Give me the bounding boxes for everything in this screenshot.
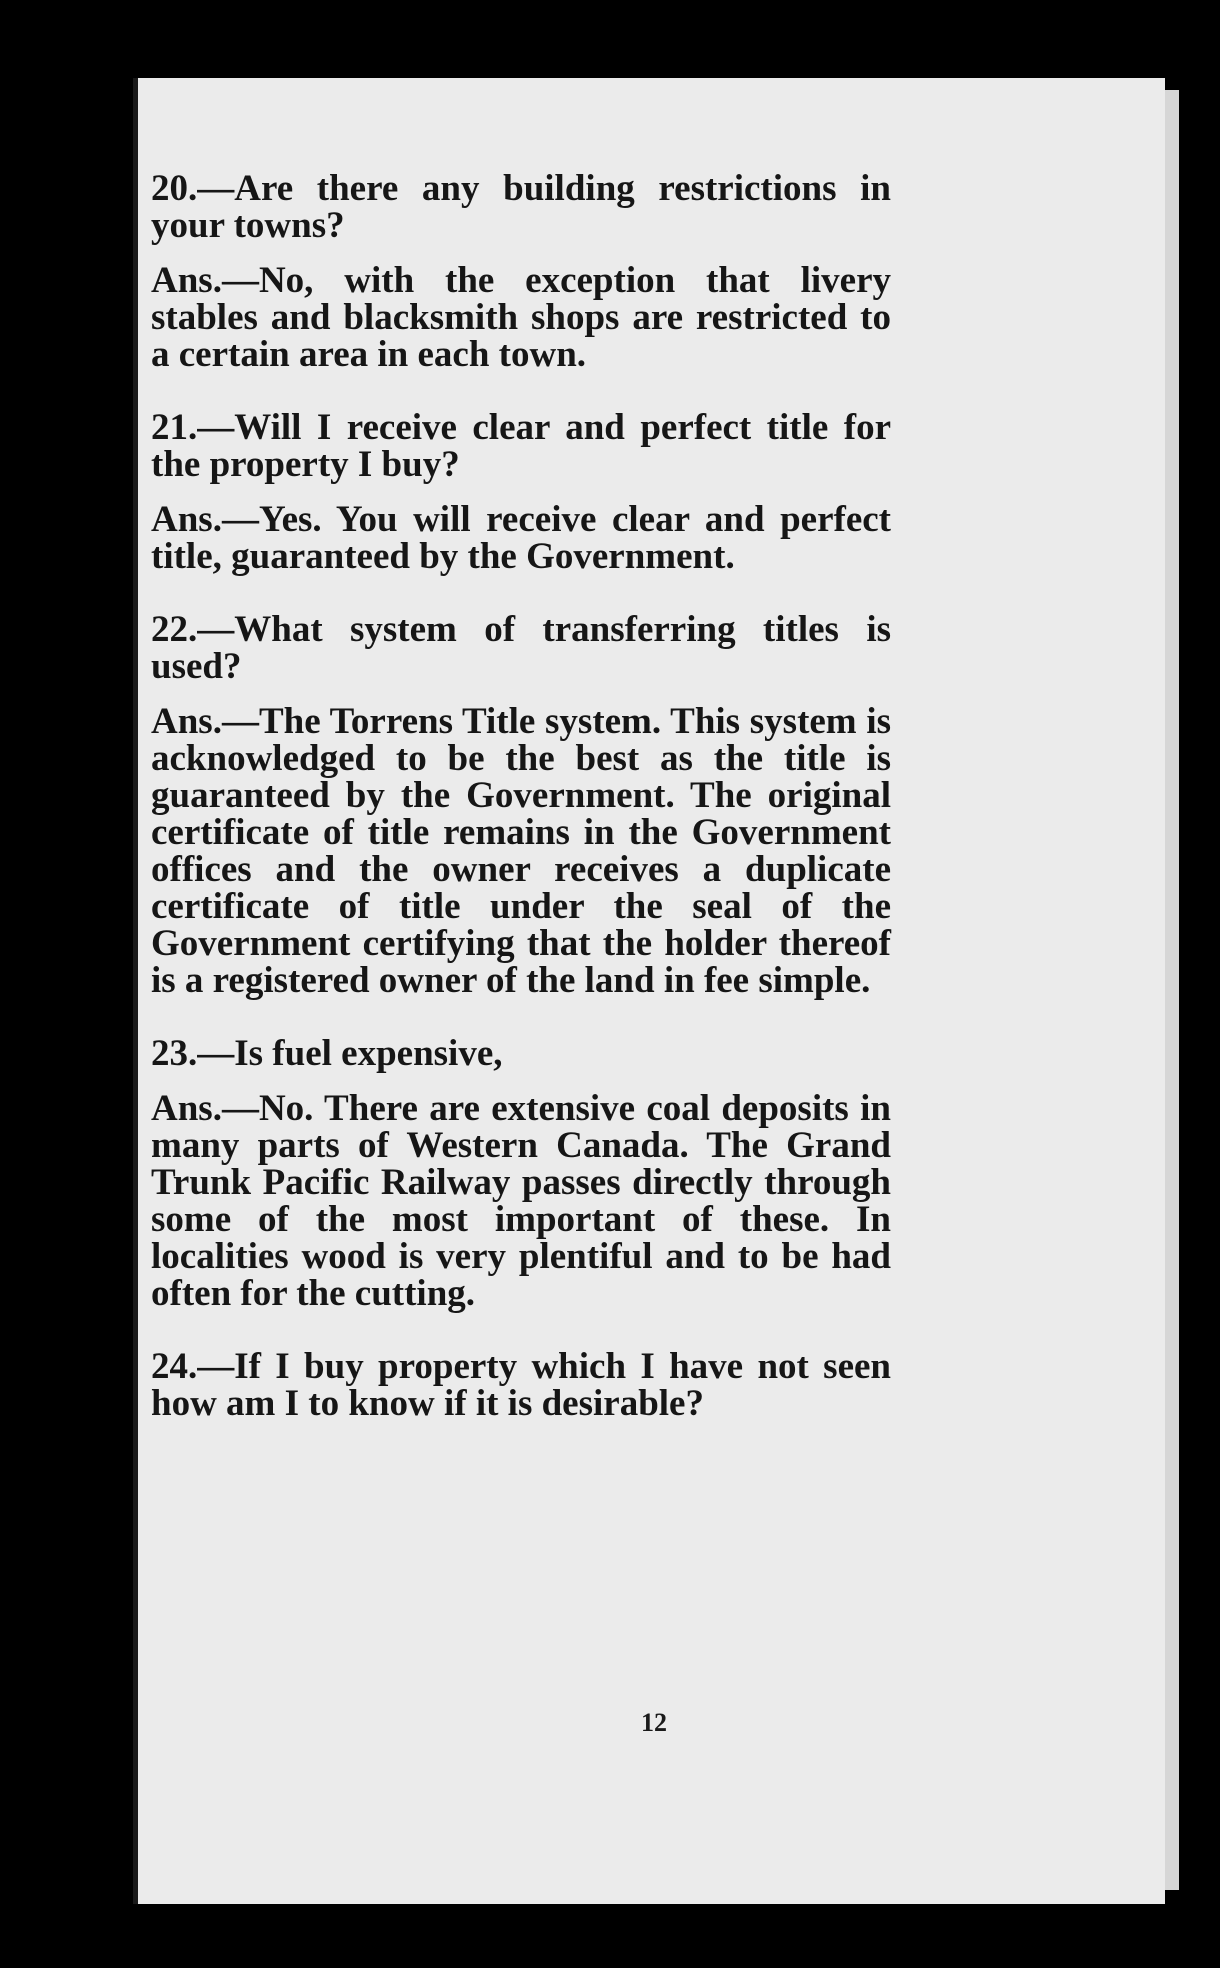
- question-number: 24.: [151, 1346, 198, 1387]
- qa-text-column: [151, 170, 891, 1440]
- answer-text: —Yes. You will receive clear and perfect title, guaranteed by the Government.: [151, 499, 891, 577]
- question-23: [151, 1035, 891, 1072]
- answer-label: Ans.: [151, 260, 222, 301]
- question-number: 23.: [151, 1033, 198, 1074]
- answer-label: Ans.: [151, 499, 222, 540]
- question-number: 22.: [151, 609, 198, 650]
- question-text: —What system of transferring titles is used?: [151, 609, 891, 687]
- answer-label: Ans.: [151, 1088, 222, 1129]
- answer-20: [151, 262, 891, 373]
- question-number: 20.: [151, 168, 198, 209]
- question-number: 21.: [151, 407, 198, 448]
- answer-text: —No, with the exception that livery stables and blacksmith shops are restricted to a certain area in each town.: [151, 260, 891, 375]
- answer-22: [151, 703, 891, 999]
- answer-label: Ans.: [151, 701, 222, 742]
- question-21: [151, 409, 891, 483]
- question-text: —Will I receive clear and perfect title for the property I buy?: [151, 407, 891, 485]
- question-20: [151, 170, 891, 244]
- question-text: —If I buy property which I have not seen how am I to know if it is desirable?: [151, 1346, 891, 1424]
- answer-text: —The Torrens Title system. This system is acknowledged to be the best as the title is guaranteed by the Government. The original certificate of title remains in the Government offices and the owner receives a duplicate certificate of title under the seal of the Government certifying that the holder thereof is a registered owner of the land in fee simple.: [151, 701, 891, 1001]
- answer-text: —No. There are extensive coal deposits in many parts of Western Canada. The Grand Trunk Pacific Railway passes directly through some of the most important of these. In localities wood is very plentiful and to be had often for the cutting.: [151, 1088, 891, 1314]
- page-number: 12: [641, 1708, 667, 1737]
- question-text: —Are there any building restrictions in your towns?: [151, 168, 891, 246]
- question-text: —Is fuel expensive,: [197, 1033, 503, 1074]
- question-22: [151, 611, 891, 685]
- answer-23: [151, 1090, 891, 1312]
- answer-21: [151, 501, 891, 575]
- question-24: [151, 1348, 891, 1422]
- page-edge-shadow: [1165, 90, 1179, 1890]
